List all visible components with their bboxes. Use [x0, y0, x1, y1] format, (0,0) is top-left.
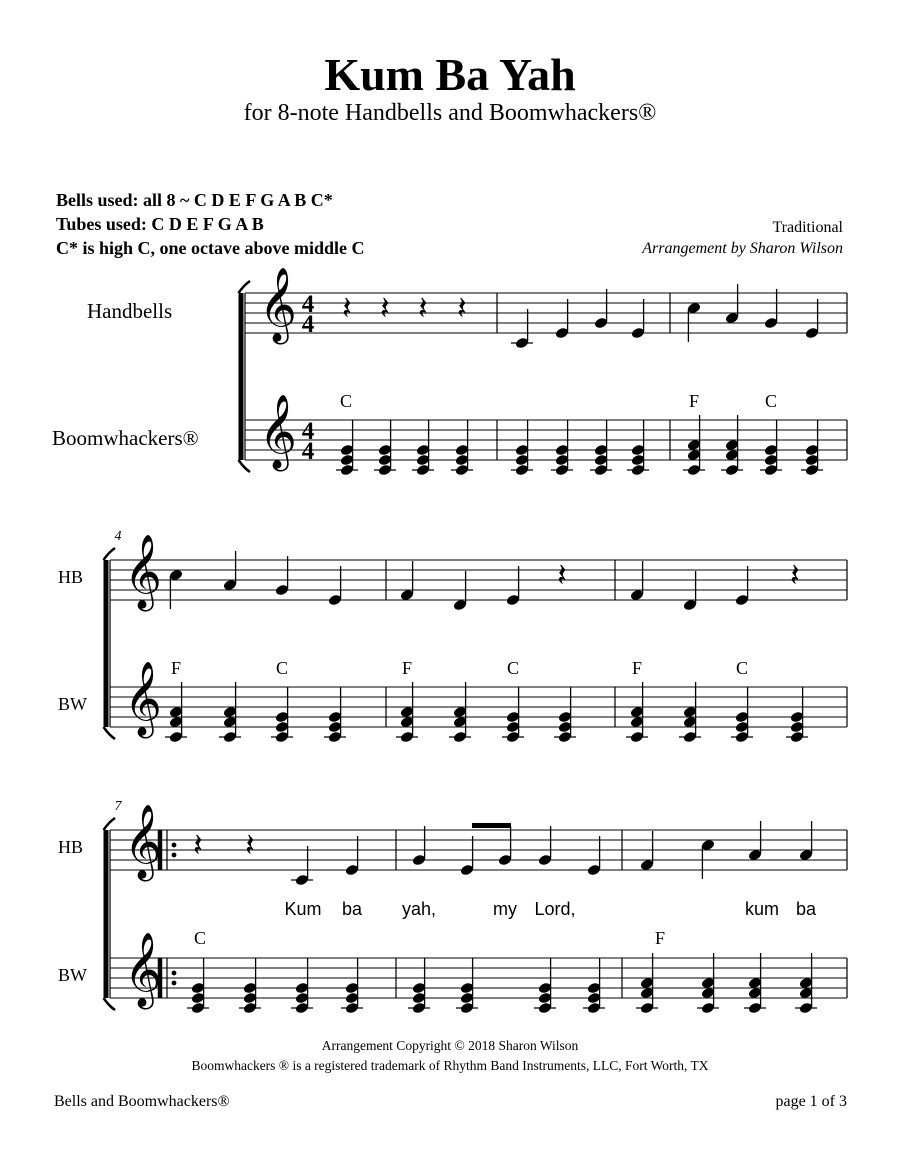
instrument-label-bw: BW [58, 694, 87, 714]
bracket-hook [104, 727, 116, 739]
footer-left: Bells and Boomwhackers® [54, 1093, 230, 1110]
page-title: Kum Ba Yah [324, 49, 576, 100]
instrument-label-boomwhackers: Boomwhackers® [52, 426, 199, 450]
bracket-hook [104, 818, 116, 830]
footer-copyright: Arrangement Copyright © 2018 Sharon Wilson [321, 1038, 579, 1053]
chord-symbol: C [764, 391, 778, 411]
treble-clef: 𝄞 [124, 663, 162, 734]
high-c-note: C* is high C, one octave above middle C [56, 238, 365, 258]
footer-trademark: Boomwhackers ® is a registered trademark of Rhythm Band Instruments, LLC, Fort Worth, TX [191, 1058, 709, 1073]
lyric-syllable: my [493, 899, 517, 919]
repeat-dot [172, 843, 177, 848]
page-number: page 1 of 3 [775, 1093, 847, 1110]
bells-used: Bells used: all 8 ~ C D E F G A B C* [56, 190, 333, 210]
measure-number: 7 [114, 799, 122, 814]
chord-symbol: F [631, 658, 643, 678]
lyric-syllable: Kum [284, 899, 322, 919]
treble-clef: 𝄞 [259, 269, 297, 340]
treble-clef: 𝄞 [124, 536, 162, 607]
bracket-hook [104, 548, 116, 560]
instrument-label-bw: BW [58, 965, 87, 985]
lyric-syllable: yah, [401, 899, 437, 919]
quarter-rest: 𝄽 [380, 290, 390, 326]
chord-symbol: F [688, 391, 700, 411]
lyric-syllable: ba [795, 899, 817, 919]
instrument-label-hb: HB [58, 567, 84, 587]
quarter-rest: 𝄽 [457, 290, 467, 326]
composer: Traditional [772, 219, 843, 236]
quarter-rest: 𝄽 [557, 557, 567, 593]
quarter-rest: 𝄽 [418, 290, 428, 326]
quarter-rest: 𝄽 [342, 290, 352, 326]
chord-symbol: C [339, 391, 353, 411]
repeat-dot [172, 853, 177, 858]
measure-number: 4 [114, 529, 122, 544]
treble-clef: 𝄞 [259, 396, 297, 467]
chord-symbol: C [193, 928, 207, 948]
instrument-label-handbells: Handbells [87, 299, 173, 323]
quarter-rest: 𝄽 [193, 827, 203, 863]
lyric-syllable: kum [744, 899, 780, 919]
time-signature-bottom: 4 [301, 311, 315, 338]
page-subtitle: for 8-note Handbells and Boomwhackers® [243, 100, 657, 126]
chord-symbol: C [506, 658, 520, 678]
chord-symbol: C [735, 658, 749, 678]
chord-symbol: C [275, 658, 289, 678]
lyric-syllable: ba [341, 899, 363, 919]
quarter-rest: 𝄽 [790, 557, 800, 593]
chord-symbol: F [654, 928, 666, 948]
treble-clef: 𝄞 [124, 806, 162, 877]
bracket-hook [239, 460, 251, 472]
bracket-hook [104, 998, 116, 1010]
tubes-used: Tubes used: C D E F G A B [56, 214, 264, 234]
time-signature-top: 4 [301, 291, 315, 318]
chord-symbol: F [401, 658, 413, 678]
treble-clef: 𝄞 [124, 934, 162, 1005]
repeat-dot [172, 971, 177, 976]
quarter-rest: 𝄽 [245, 827, 255, 863]
arranger: Arrangement by Sharon Wilson [642, 240, 843, 257]
chord-symbol: F [170, 658, 182, 678]
time-signature-top: 4 [301, 418, 315, 445]
beam [472, 823, 511, 828]
lyric-syllable: Lord, [534, 899, 576, 919]
repeat-dot [172, 981, 177, 986]
instrument-label-hb: HB [58, 837, 84, 857]
time-signature-bottom: 4 [301, 438, 315, 465]
bracket-hook [239, 281, 251, 293]
